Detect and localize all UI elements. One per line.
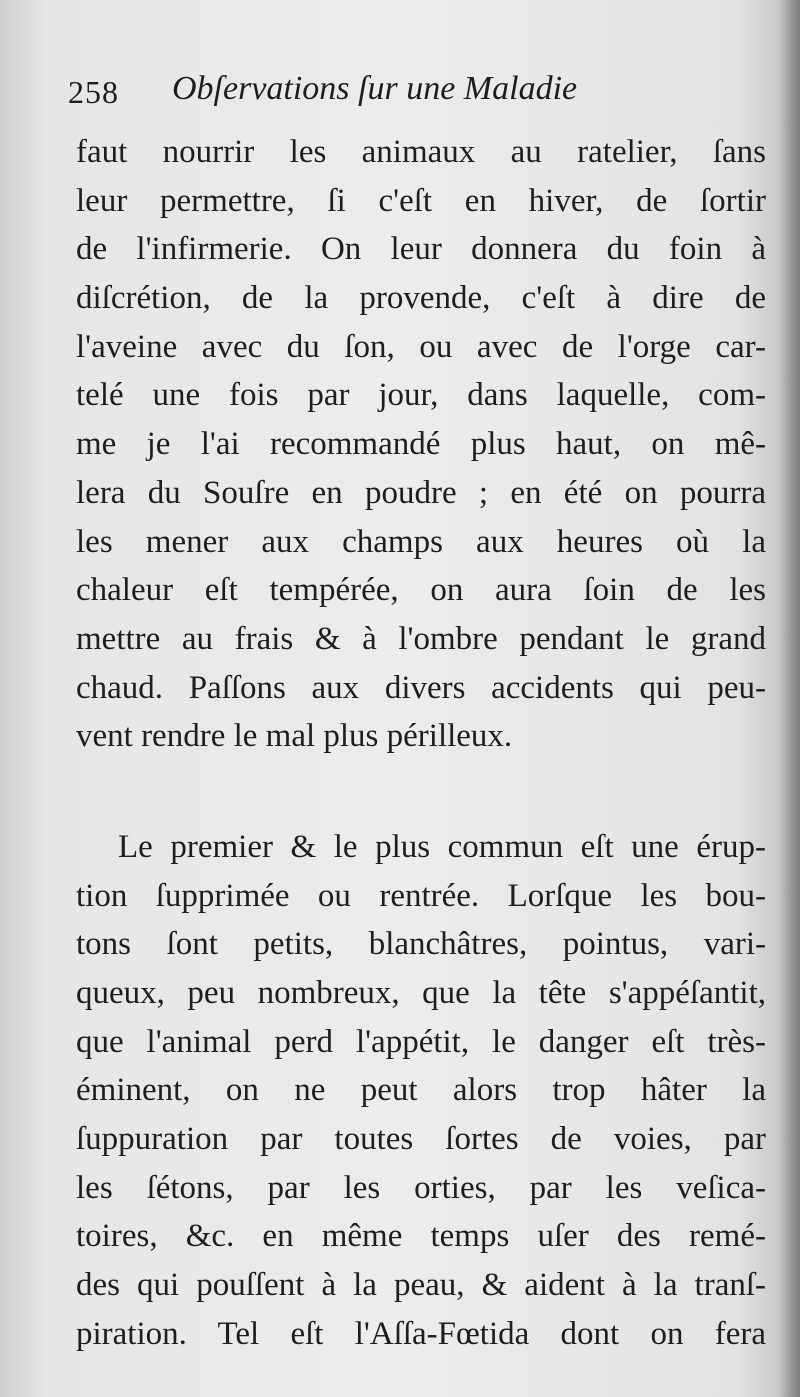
paragraph-1 <box>76 128 766 761</box>
text-line: les mener aux champs aux heures où la <box>76 523 766 560</box>
text-line: Le premier & le plus commun eſt une érup- <box>118 828 766 865</box>
text-line: mettre au frais & à l'ombre pendant le grand <box>76 620 766 657</box>
text-line: lera du Souſre en poudre ; en été on pourra <box>76 474 766 511</box>
body-text <box>76 128 766 1359</box>
text-line: vent rendre le mal plus périlleux. <box>76 718 513 755</box>
text-line: les ſétons, par les orties, par les veſica- <box>76 1169 766 1206</box>
page-gutter-shadow <box>778 0 800 1397</box>
text-line: diſcrétion, de la provende, c'eſt à dire de <box>76 280 766 317</box>
text-line: faut nourrir les animaux au ratelier, ſans <box>76 134 766 170</box>
text-line: chaleur eſt tempérée, on aura ſoin de les <box>76 572 766 609</box>
text-line: que l'animal perd l'appétit, le danger eſt très- <box>76 1023 766 1060</box>
text-line: chaud. Paſſons aux divers accidents qui peu- <box>76 669 766 706</box>
text-line: tons ſont petits, blanchâtres, pointus, vari- <box>76 926 766 963</box>
page-header <box>68 70 728 120</box>
text-line: des qui pouſſent à la peau, & aident à la tranſ- <box>76 1267 766 1304</box>
text-line: leur permettre, ſi c'eſt en hiver, de ſortir <box>76 182 766 219</box>
text-line: l'aveine avec du ſon, ou avec de l'orge car- <box>76 328 766 365</box>
text-line: me je l'ai recommandé plus haut, on mê- <box>76 426 766 463</box>
text-line: piration. Tel eſt l'Aſſa-Fœtida dont on fera <box>76 1315 766 1352</box>
text-line: éminent, on ne peut alors trop hâter la <box>76 1072 766 1109</box>
text-line: de l'infirmerie. On leur donnera du foin à <box>76 231 766 268</box>
text-line: toires, &c. en même temps uſer des remé- <box>76 1218 766 1255</box>
text-line: tion ſupprimée ou rentrée. Lorſque les bou- <box>76 877 766 914</box>
page-number: 258 <box>68 74 119 110</box>
text-line: telé une fois par jour, dans laquelle, com- <box>76 377 766 414</box>
paragraph-gap <box>76 761 766 823</box>
text-line: ſuppuration par toutes ſortes de voies, par <box>76 1121 766 1158</box>
running-title: Obſervations ſur une Maladie <box>172 70 578 107</box>
paragraph-2 <box>76 823 766 1359</box>
text-line: queux, peu nombreux, que la tête s'appéſantit, <box>76 975 766 1011</box>
